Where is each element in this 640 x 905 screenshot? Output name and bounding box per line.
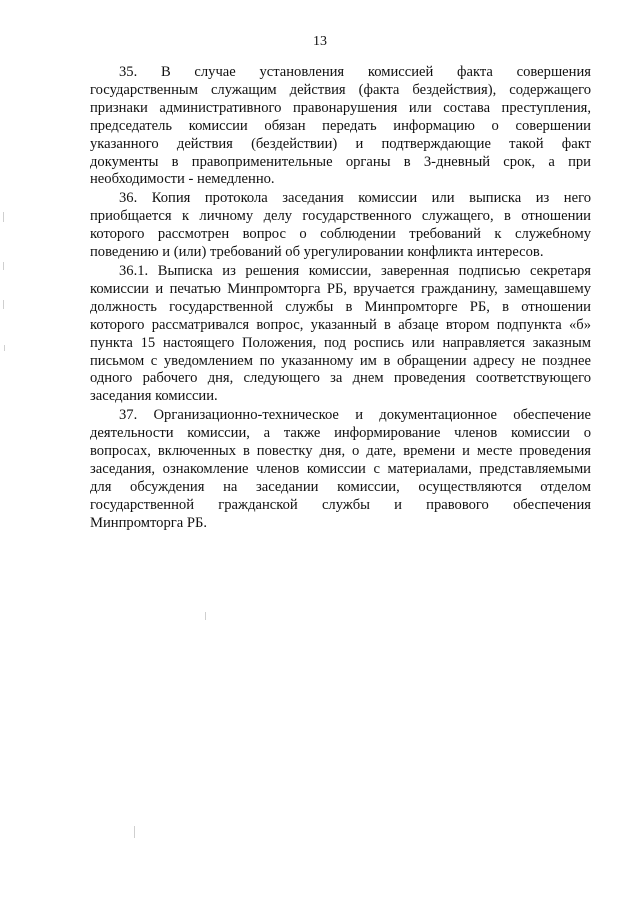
paragraph-36-1 (90, 263, 591, 406)
scan-artifact (4, 345, 5, 351)
text-line: признаки административного правонарушения или состава преступления, (90, 99, 591, 116)
text-line: которого рассмотрен вопрос о соблюдении требований к служебному (90, 226, 591, 243)
scan-artifact (3, 300, 4, 309)
text-line: одного рабочего дня, следующего за днем проведения соответствующего (90, 370, 591, 387)
scan-artifact (3, 262, 4, 270)
text-line: должность государственной службы в Минпромторге РБ, в отношении (90, 298, 591, 315)
text-line: комиссии и печатью Минпромторга РБ, вручается гражданину, замещавшему (90, 280, 591, 297)
page-number: 13 (313, 34, 327, 49)
text-line: документы в правоприменительные органы в 3-дневный срок, а при (90, 153, 591, 170)
scan-artifact (134, 826, 135, 838)
text-line: 36.1. Выписка из решения комиссии, заверенная подписью секретаря (119, 262, 591, 279)
text-line: 36. Копия протокола заседания комиссии или выписка из него (119, 190, 591, 207)
paragraph-36 (90, 190, 591, 262)
text-line: поведению и (или) требований об урегулировании конфликта интересов. (90, 244, 544, 261)
text-line: вопросах, включенных в повестку дня, о дате, времени и месте проведения (90, 443, 591, 460)
text-line: государственной гражданской службы и правового обеспечения (90, 496, 591, 513)
text-line: письмом с уведомлением по указанному им в обращении адресу не позднее (90, 352, 591, 369)
text-line: 37. Организационно-техническое и документационное обеспечение (119, 407, 591, 424)
paragraph-35 (90, 64, 591, 189)
text-line: государственным служащим действия (факта бездействия), содержащего (90, 81, 591, 98)
scan-artifact (3, 212, 4, 222)
text-line: указанного действия (бездействии) и подтверждающие такой факт (90, 135, 591, 152)
paragraph-37 (90, 407, 591, 532)
text-line: для обсуждения на заседании комиссии, осуществляются отделом (90, 478, 591, 495)
text-line: необходимости - немедленно. (90, 171, 275, 188)
text-line: председатель комиссии обязан передать информацию о совершении (90, 117, 591, 134)
text-line: 35. В случае установления комиссией факта совершения (119, 64, 591, 80)
text-line: Минпромторга РБ. (90, 514, 207, 531)
text-line: приобщается к личному делу государственного служащего, в отношении (90, 208, 591, 225)
text-line: пункта 15 настоящего Положения, под роспись или направляется заказным (90, 334, 591, 351)
document-body (90, 64, 591, 534)
text-line: заседания, ознакомление членов комиссии с материалами, представляемыми (90, 460, 591, 477)
text-line: заседания комиссии. (90, 388, 218, 405)
text-line: которого рассматривался вопрос, указанный в абзаце втором подпункта «б» (90, 316, 591, 333)
scan-artifact (205, 612, 206, 620)
text-line: деятельности комиссии, а также информирование членов комиссии о (90, 425, 591, 442)
